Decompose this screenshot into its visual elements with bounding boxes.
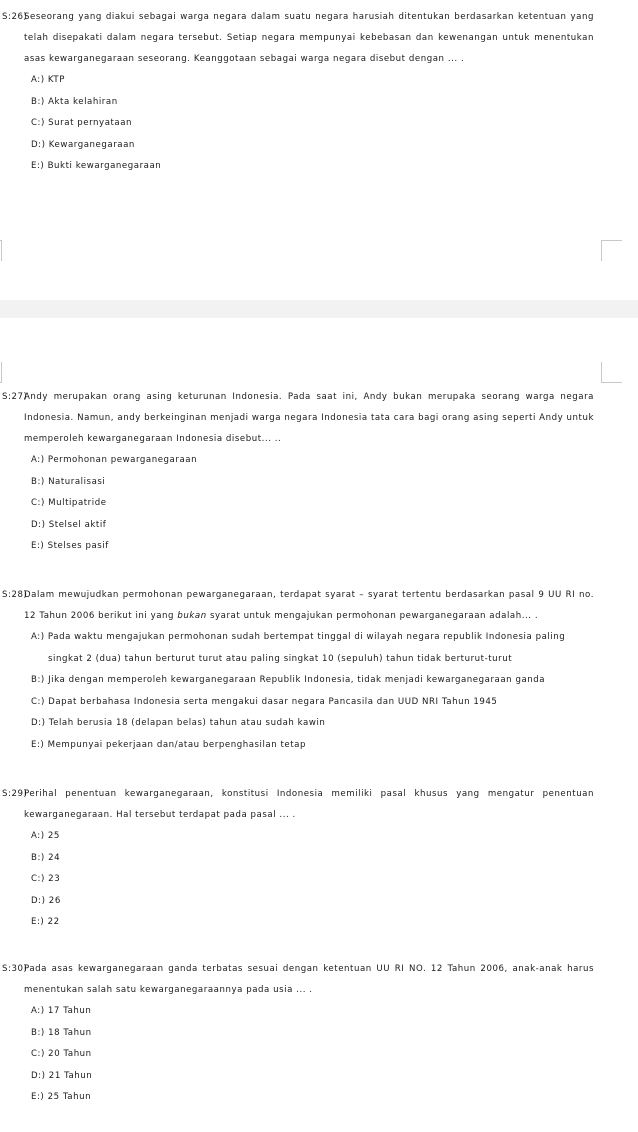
option-c[interactable]: C:) 20 Tahun [31,1049,92,1059]
option-e[interactable]: E:) Mempunyai pekerjaan dan/atau berpenghasilan tetap [31,739,307,750]
page-break [0,300,638,318]
option-e[interactable]: E:) 25 Tahun [31,1092,92,1102]
question-28 [0,585,638,756]
option-b[interactable]: B:) 18 Tahun [31,1027,92,1038]
question-text: S:26) Seseorang yang diakui sebagai warga negara dalam suatu negara harusiah ditentukan berdasarkan ketentuan yang telah disepakati dalam negara tersebut. Setiap negara mempunyai kebebasan dan kewenangan untuk menentukan asas kewarganegaraan seseorang. Keanggotaan sebagai warga negara disebut dengan ... . [0,7,638,70]
question-29 [0,784,638,934]
question-27 [0,387,638,558]
option-b[interactable]: B:) Akta kelahiran [31,96,118,107]
option-c[interactable]: C:) Dapat berbahasa Indonesia serta mengakui dasar negara Pancasila dan UUD NRI Tahun 1945 [31,696,498,707]
option-b[interactable]: B:) Jika dengan memperoleh kewarganegaraan Republik Indonesia, tidak menjadi kewarganegaraan ganda [31,675,546,685]
option-d[interactable]: D:) Kewarganegaraan [31,139,135,150]
question-text: S:30) Pada asas kewarganegaraan ganda terbatas sesuai dengan ketentuan UU RI NO. 12 Tahun 2006, anak-anak harus menentukan salah satu kewarganegaraannya pada usia ... . [0,959,638,1001]
option-d[interactable]: D:) Telah berusia 18 (delapan belas) tahun atau sudah kawin [31,718,326,728]
page-corner-mark [0,362,2,383]
option-a[interactable]: A:) Pada waktu mengajukan permohonan sudah bertempat tinggal di wilayah negara republik Indonesia paling singkat 2 (dua) tahun berturut turut atau paling singkat 10 (sepuluh) tahun tidak berturut-turut [31,632,566,664]
option-b[interactable]: B:) Naturalisasi [31,476,106,487]
option-a[interactable]: A:) 17 Tahun [31,1006,92,1016]
option-c[interactable]: C:) Multipatride [31,498,107,508]
option-e[interactable]: E:) Bukti kewarganegaraan [31,161,162,171]
question-26 [0,7,638,178]
question-number: S:29) [2,789,28,799]
page-corner-mark [601,240,622,261]
option-d[interactable]: D:) Stelsel aktif [31,519,107,530]
question-number: S:28) [2,590,28,600]
option-b[interactable]: B:) 24 [31,852,61,863]
option-a[interactable]: A:) KTP [31,75,65,85]
option-e[interactable]: E:) 22 [31,917,60,927]
option-c[interactable]: C:) 23 [31,874,61,884]
option-d[interactable]: D:) 21 Tahun [31,1070,93,1081]
question-30 [0,959,638,1109]
question-text: S:27) Andy merupakan orang asing keturunan Indonesia. Pada saat ini, Andy bukan merupaka seorang warga negara Indonesia. Namun, andy berkeinginan menjadi warga negara Indonesia tata cara bagi orang asing seperti Andy untuk memperoleh kewarganegaraan Indonesia disebut... .. [0,387,638,450]
question-text: S:29) Perihal penentuan kewarganegaraan, konstitusi Indonesia memiliki pasal khusus yang mengatur penentuan kewarganegaraan. Hal tersebut terdapat pada pasal ... . [0,784,638,826]
option-e[interactable]: E:) Stelses pasif [31,541,109,551]
question-number: S:27) [2,392,28,402]
option-a[interactable]: A:) Permohonan pewarganegaraan [31,455,198,465]
option-a[interactable]: A:) 25 [31,831,60,841]
page-corner-mark [601,362,622,383]
emphasis-bukan: bukan [177,611,207,621]
question-text: S:28) Dalam mewujudkan permohonan pewarganegaraan, terdapat syarat – syarat tertentu berdasarkan pasal 9 UU RI no. 12 Tahun 2006 berikut ini yang bukan syarat untuk mengajukan permohonan pewarganegaraan adalah... . [0,585,638,627]
option-d[interactable]: D:) 26 [31,895,61,906]
question-number: S:26) [2,12,28,22]
option-c[interactable]: C:) Surat pernyataan [31,118,133,128]
question-number: S:30) [2,964,28,974]
page-corner-mark [0,240,2,261]
